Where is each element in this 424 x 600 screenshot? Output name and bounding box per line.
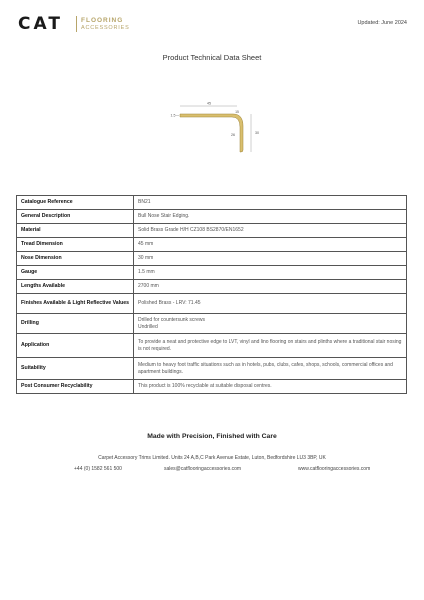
spec-row [17, 238, 407, 252]
profile-diagram [165, 100, 265, 160]
spec-value: 30 mm [134, 252, 407, 266]
brand-logo: CAT [18, 14, 63, 34]
header [0, 0, 424, 40]
spec-value: Solid Brass Grade H/H CZ108 BS2870/EN1652 [134, 224, 407, 238]
spec-label: Finishes Available & Light Reflective Values [17, 294, 134, 314]
spec-value: BN21 [134, 196, 407, 210]
spec-label: Application [17, 334, 134, 358]
spec-row [17, 314, 407, 334]
spec-label: Suitability [17, 358, 134, 380]
spec-row [17, 252, 407, 266]
spec-value: Drilled for countersunk screws Undrilled [134, 314, 407, 334]
spec-value: This product is 100% recyclable at suitable disposal centres. [134, 380, 407, 394]
spec-row [17, 334, 407, 358]
dim-label-nose: 15 [235, 110, 239, 114]
spec-label: Catalogue Reference [17, 196, 134, 210]
brand-subtitle-2: ACCESSORIES [81, 25, 130, 31]
spec-label: General Description [17, 210, 134, 224]
spec-value: 45 mm [134, 238, 407, 252]
spec-row [17, 196, 407, 210]
footer-website-link[interactable]: www.catflooringaccessories.com [298, 466, 371, 472]
dim-label-top: 45 [207, 101, 211, 106]
spec-row [17, 266, 407, 280]
spec-value: To provide a neat and protective edge to LVT, vinyl and lino flooring on stairs and plinths where a traditional stair nosing is not required. [134, 334, 407, 358]
spec-value: Medium to heavy foot traffic situations such as in hotels, pubs, clubs, cafes, shops, schools, commercial offices and apartment buildings. [134, 358, 407, 380]
spec-row [17, 380, 407, 394]
footer-address: Carpet Accessory Trims Limited. Units 24 A,B,C Park Avenue Estate, Luton, Bedfordshire LU3 3BP, UK [98, 455, 326, 461]
updated-date: Updated: June 2024 [357, 20, 407, 26]
brand-subtitle: FLOORING [81, 17, 124, 24]
footer-tagline: Made with Precision, Finished with Care [147, 433, 277, 440]
spec-label: Gauge [17, 266, 134, 280]
spec-row [17, 358, 407, 380]
spec-table [16, 195, 407, 394]
spec-value: 1.5 mm [134, 266, 407, 280]
dim-label-inner: 26 [231, 133, 235, 137]
spec-row [17, 294, 407, 314]
spec-label: Post Consumer Recyclability [17, 380, 134, 394]
footer-phone: +44 (0) 1582 561 500 [74, 466, 122, 472]
spec-label: Nose Dimension [17, 252, 134, 266]
spec-value: Bull Nose Stair Edging. [134, 210, 407, 224]
footer-email-link[interactable]: sales@catflooringaccessories.com [164, 466, 242, 472]
spec-value: Polished Brass - LRV: 71.45 [134, 294, 407, 314]
spec-label: Tread Dimension [17, 238, 134, 252]
spec-label: Material [17, 224, 134, 238]
dim-label-gauge: 1.5 [170, 113, 176, 118]
document-title: Product Technical Data Sheet [162, 53, 262, 62]
spec-row [17, 224, 407, 238]
spec-value: 2700 mm [134, 280, 407, 294]
spec-row [17, 210, 407, 224]
spec-label: Lengths Available [17, 280, 134, 294]
spec-row [17, 280, 407, 294]
spec-label: Drilling [17, 314, 134, 334]
logo-divider [76, 16, 77, 32]
dim-label-outer: 30 [255, 131, 259, 135]
